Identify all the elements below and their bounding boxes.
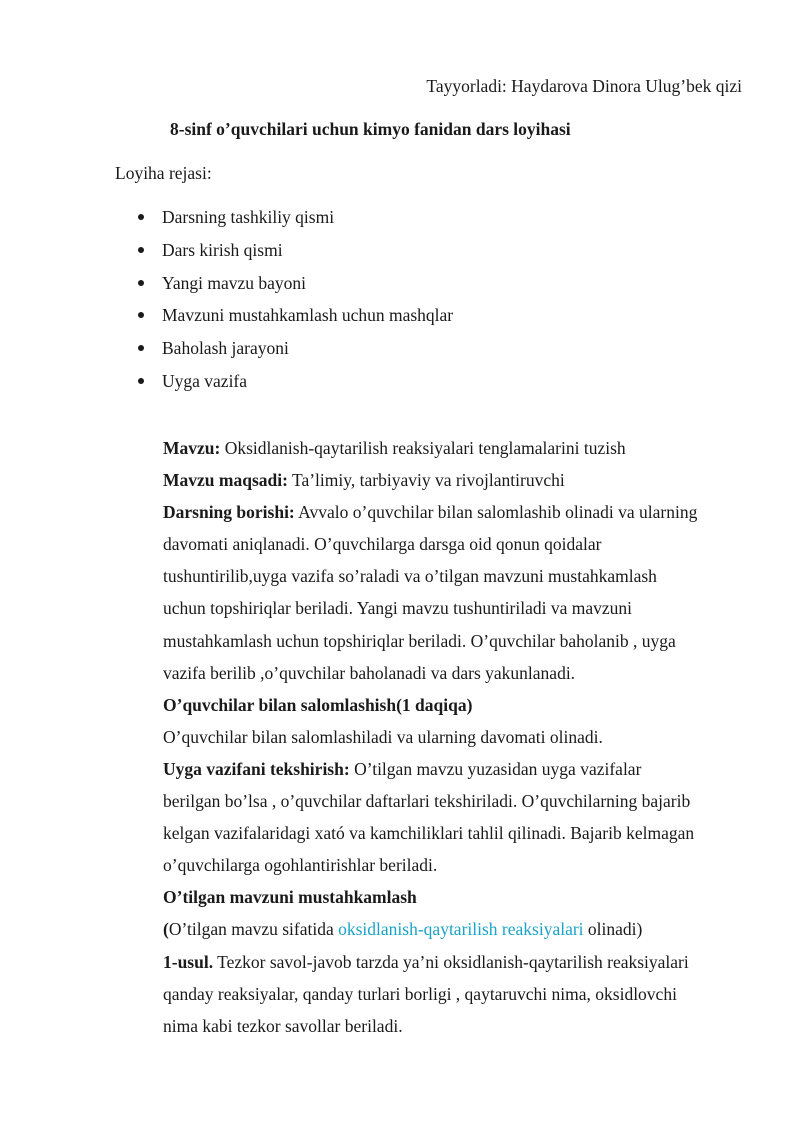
bullet-icon bbox=[138, 312, 144, 318]
topic-line bbox=[163, 432, 763, 464]
lesson-body bbox=[163, 432, 763, 1042]
plan-item bbox=[138, 238, 453, 271]
plan-item-text: Baholash jarayoni bbox=[162, 338, 289, 359]
document-title: 8-sinf o’quvchilari uchun kimyo fanidan dars loyihasi bbox=[170, 119, 571, 139]
plan-item bbox=[138, 271, 453, 304]
method1-text-line: Tezkor savol-javob tarzda ya’ni oksidlanish-qaytarilish reaksiyalari bbox=[213, 951, 689, 972]
bullet-icon bbox=[138, 345, 144, 351]
homework-text-line: O’tilgan mavzu yuzasidan uyga vazifalar bbox=[349, 758, 642, 779]
plan-item-text: Darsning tashkiliy qismi bbox=[162, 207, 335, 227]
greeting-text: O’quvchilar bilan salomlashiladi va ularning davomati olinadi. bbox=[163, 726, 603, 747]
process-text-line: Avvalo o’quvchilar bilan salomlashib olinadi va ularning bbox=[294, 502, 698, 523]
plan-item bbox=[138, 303, 453, 336]
process-text-line: davomati aniqlanadi. O’quvchilarga darsga oid qonun qoidalar bbox=[163, 534, 602, 555]
plan-item bbox=[138, 369, 453, 402]
goal-line bbox=[163, 464, 763, 496]
homework-paragraph bbox=[163, 753, 763, 881]
process-text-line: vazifa berilib ,o’quvchilar baholanadi va dars yakunlanadi. bbox=[163, 662, 576, 683]
process-text-line: uchun topshiriqlar beriladi. Yangi mavzu tushuntiriladi va mavzuni bbox=[163, 598, 633, 619]
process-text-line: tushuntirilib,uyga vazifa so’raladi va o’tilgan mavzuni mustahkamlash bbox=[163, 566, 657, 587]
bullet-icon bbox=[138, 280, 144, 286]
review-paren: ( bbox=[163, 919, 169, 940]
review-heading: O’tilgan mavzuni mustahkamlash bbox=[163, 887, 417, 908]
goal-text: Ta’limiy, tarbiyaviy va rivojlantiruvchi bbox=[287, 470, 565, 491]
homework-label: Uyga vazifani tekshirish: bbox=[163, 758, 350, 779]
review-line bbox=[163, 913, 763, 945]
homework-text-line: berilgan bo’lsa , o’quvchilar daftarlari tekshiriladi. O’quvchilarning bajarib bbox=[163, 791, 691, 812]
process-label: Darsning borishi: bbox=[163, 502, 295, 523]
method1-text-line: nima kabi tezkor savollar beriladi. bbox=[163, 1015, 403, 1036]
topic-label: Mavzu: bbox=[163, 438, 221, 458]
plan-label: Loyiha rejasi: bbox=[115, 163, 212, 183]
review-post-text: olinadi) bbox=[583, 919, 643, 940]
plan-item-text: Mavzuni mustahkamlash uchun mashqlar bbox=[162, 305, 454, 326]
homework-text-line: kelgan vazifalaridagi xató va kamchiliklari tahlil qilinadi. Bajarib kelmagan bbox=[163, 823, 695, 844]
process-text-line: mustahkamlash uchun topshiriqlar beriladi. O’quvchilar baholanib , uyga bbox=[163, 630, 676, 651]
bullet-icon bbox=[138, 378, 144, 384]
bullet-icon bbox=[138, 214, 144, 220]
method1-paragraph bbox=[163, 946, 763, 1042]
goal-label: Mavzu maqsadi: bbox=[163, 470, 288, 491]
plan-item bbox=[138, 336, 453, 369]
bullet-icon bbox=[138, 247, 144, 253]
homework-text-line: o’quvchilarga ogohlantirishlar beriladi. bbox=[163, 855, 438, 876]
process-paragraph bbox=[163, 496, 763, 689]
greeting-heading: O’quvchilar bilan salomlashish(1 daqiqa) bbox=[163, 694, 473, 715]
plan-item-text: Yangi mavzu bayoni bbox=[162, 272, 307, 293]
topic-text: Oksidlanish-qaytarilish reaksiyalari tenglamalarini tuzish bbox=[220, 438, 626, 458]
method1-text-line: qanday reaksiyalar, qanday turlari borligi , qaytaruvchi nima, oksidlovchi bbox=[163, 983, 677, 1004]
plan-item bbox=[138, 205, 453, 238]
review-pre-text: O’tilgan mavzu sifatida bbox=[168, 919, 339, 940]
author-line: Tayyorladi: Haydarova Dinora Ulug’bek qizi bbox=[426, 76, 742, 96]
review-link[interactable]: oksidlanish-qaytarilish reaksiyalari bbox=[338, 919, 584, 940]
plan-item-text: Uyga vazifa bbox=[162, 370, 248, 391]
plan-item-text: Dars kirish qismi bbox=[162, 239, 283, 260]
method1-label: 1-usul. bbox=[163, 951, 214, 972]
plan-list bbox=[138, 205, 453, 402]
